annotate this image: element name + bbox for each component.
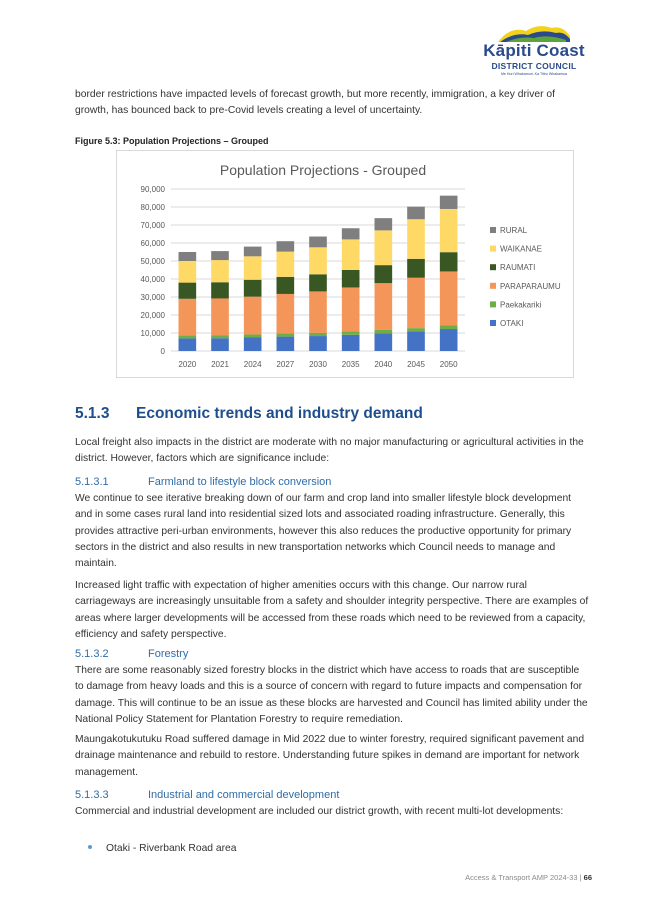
farmland-paragraph-1: We continue to see iterative breaking down of our farm and crop land into smaller lifestyle block development and in some cases rural land into residential sized lots and associated roading infrastructure. Generally, this provides attractive peri-urban environments, however this also reduces the productive opportunity for primary sectors in the district and also results in new transportation networks which Council needs to manage and maintain.: [75, 493, 572, 570]
forestry-paragraph-2: Maungakotukutuku Road suffered damage in Mid 2022 due to winter forestry, required significant pavement and drainage maintenance and rebuild to restore. Understanding future spikes in demand are important for network management.: [75, 734, 585, 778]
y-tick-label: 80,000: [140, 203, 165, 212]
legend-label: PARAPARAUMU: [500, 281, 561, 291]
bar-segment-waikanae: [309, 247, 327, 274]
footer-doc-title: Access & Transport AMP 2024-33: [465, 873, 578, 882]
bar-segment-otaki: [375, 333, 393, 351]
bar-segment-waikanae: [342, 239, 360, 270]
bar-segment-waikanae: [440, 209, 458, 252]
logo-hills-icon: [496, 22, 572, 42]
bar-segment-paekakariki: [375, 330, 393, 333]
bar-segment-raumati: [211, 282, 229, 298]
subsection-number: 5.1.3.3: [75, 789, 109, 801]
bar-segment-rural: [277, 241, 295, 251]
bar-segment-paraparaumu: [309, 291, 327, 332]
bar-segment-raumati: [277, 277, 295, 294]
y-tick-label: 30,000: [140, 293, 165, 302]
section-number: 5.1.3: [75, 405, 110, 422]
bar-segment-rural: [407, 207, 425, 220]
bar-segment-otaki: [211, 338, 229, 351]
x-tick-label: 2024: [243, 360, 262, 369]
x-tick-label: 2021: [211, 360, 229, 369]
y-tick-label: 90,000: [140, 185, 165, 194]
bar-segment-paekakariki: [211, 335, 229, 338]
legend-label: Paekakariki: [500, 300, 542, 310]
bar-segment-otaki: [244, 338, 262, 352]
bar-segment-rural: [375, 218, 393, 230]
chart-legend: [490, 226, 561, 328]
bar-segment-rural: [244, 247, 262, 257]
bar-segment-otaki: [309, 336, 327, 351]
subsection-heading-industrial: [75, 789, 339, 801]
x-tick-label: 2045: [407, 360, 425, 369]
industrial-paragraph: Commercial and industrial development are included our district growth, with recent multi-lot developments:: [75, 806, 564, 817]
bar-segment-paekakariki: [244, 334, 262, 337]
bar-segment-raumati: [375, 265, 393, 283]
x-tick-label: 2040: [374, 360, 393, 369]
footer-separator: |: [579, 873, 582, 882]
legend-label: OTAKI: [500, 319, 524, 328]
bar-segment-paraparaumu: [244, 297, 262, 335]
forestry-paragraph-1: There are some reasonably sized forestry blocks in the district which have access to roads that are susceptible to damage from heavy loads and this is a source of concern with regard to future impacts and compensation for damage. This will continue to be an issue as these blocks are harvested and Council has limited ability under the National Policy Statement for Plantation Forestry to require remediation.: [75, 665, 588, 725]
subsection-heading-forestry: [75, 648, 188, 660]
y-tick-label: 70,000: [140, 221, 165, 230]
bar-segment-waikanae: [407, 219, 425, 259]
bar-segment-otaki: [342, 335, 360, 351]
bar-segment-paraparaumu: [211, 298, 229, 335]
bar-segment-waikanae: [277, 252, 295, 277]
y-tick-label: 40,000: [140, 275, 165, 284]
bar-segment-paraparaumu: [440, 271, 458, 325]
page-footer: [465, 873, 592, 882]
bar-segment-otaki: [407, 332, 425, 351]
legend-swatch: [490, 264, 496, 270]
x-tick-label: 2027: [276, 360, 295, 369]
bar-segment-paekakariki: [277, 334, 295, 337]
bar-segment-waikanae: [244, 256, 262, 279]
bar-segment-rural: [440, 196, 458, 209]
bar-segment-raumati: [407, 259, 425, 278]
y-tick-label: 60,000: [140, 239, 165, 248]
bar-segment-rural: [342, 228, 360, 239]
list-item: [88, 843, 237, 854]
population-chart: [116, 150, 574, 378]
y-tick-label: 0: [160, 347, 165, 356]
logo-subtitle: DISTRICT COUNCIL: [491, 61, 577, 71]
logo-name: Kāpiti Coast: [483, 41, 585, 60]
x-tick-label: 2030: [309, 360, 327, 369]
section-title: Economic trends and industry demand: [136, 405, 423, 422]
subsection-heading-farmland: [75, 476, 331, 488]
subsection-title: Forestry: [148, 648, 189, 660]
y-tick-label: 50,000: [140, 257, 165, 266]
bar-segment-rural: [179, 252, 197, 261]
bar-segment-paekakariki: [179, 335, 197, 338]
page-number: 66: [583, 873, 592, 882]
list-item-text: Otaki - Riverbank Road area: [106, 843, 237, 854]
section-heading: [75, 405, 423, 423]
bar-segment-rural: [211, 251, 229, 260]
y-axis-ticks: [141, 185, 166, 356]
legend-label: RURAL: [500, 226, 528, 235]
x-axis-ticks: [178, 360, 458, 369]
bar-segment-paraparaumu: [375, 283, 393, 330]
bar-segment-raumati: [179, 283, 197, 299]
bar-series: [179, 196, 458, 351]
figure-caption: Figure 5.3: Population Projections – Grouped: [75, 136, 269, 146]
bar-segment-otaki: [179, 338, 197, 351]
subsection-title: Farmland to lifestyle block conversion: [148, 476, 332, 488]
bar-segment-otaki: [440, 329, 458, 351]
legend-swatch: [490, 320, 496, 326]
legend-swatch: [490, 246, 496, 252]
y-tick-label: 10,000: [140, 329, 165, 338]
bullet-icon: [88, 845, 92, 849]
x-tick-label: 2035: [341, 360, 360, 369]
bar-segment-paraparaumu: [342, 287, 360, 331]
bar-segment-otaki: [277, 337, 295, 351]
subsection-number: 5.1.3.1: [75, 476, 109, 488]
bar-segment-paekakariki: [407, 328, 425, 331]
bar-segment-paraparaumu: [407, 278, 425, 328]
subsection-number: 5.1.3.2: [75, 648, 109, 660]
bar-segment-paekakariki: [309, 333, 327, 336]
y-tick-label: 20,000: [140, 311, 165, 320]
x-tick-label: 2020: [178, 360, 197, 369]
legend-label: WAIKANAE: [500, 244, 542, 254]
bar-segment-raumati: [244, 280, 262, 297]
bar-segment-waikanae: [375, 230, 393, 265]
bar-segment-raumati: [342, 270, 360, 287]
logo-tagline: Me Huri Whakamuri, Ka Titiro Whakamua: [500, 72, 568, 76]
bar-segment-waikanae: [211, 260, 229, 282]
farmland-paragraph-2: Increased light traffic with expectation of higher amenities occurs with this change. Our narrow rural carriageways are increasingly unsuitable from a safety and shoulder integrity perspective. There are examples of areas where larger developments will be accessed from these roads which need to be reviewed from a capacity, efficiency and safety perspective.: [75, 580, 589, 640]
bar-segment-paraparaumu: [179, 299, 197, 336]
subsection-title: Industrial and commercial development: [148, 789, 340, 801]
bar-segment-paekakariki: [342, 332, 360, 335]
bar-segment-paraparaumu: [277, 294, 295, 334]
legend-swatch: [490, 227, 496, 233]
intro-paragraph: border restrictions have impacted levels of forecast growth, but more recently, immigration, a key driver of growth, has bounced back to pre-Covid levels creating a level of uncertainty.: [75, 89, 555, 117]
bar-segment-raumati: [440, 252, 458, 271]
bar-segment-waikanae: [179, 261, 197, 283]
x-tick-label: 2050: [439, 360, 458, 369]
chart-title: Population Projections - Grouped: [219, 162, 427, 178]
legend-swatch: [490, 283, 496, 289]
legend-label: RAUMATI: [500, 263, 536, 273]
legend-swatch: [490, 301, 496, 307]
section-paragraph: Local freight also impacts in the district are moderate with no major manufacturing or agricultural activities in the district. However, factors which are significance include:: [75, 437, 584, 465]
chart-canvas: [117, 151, 573, 377]
bar-segment-rural: [309, 237, 327, 248]
bar-segment-paekakariki: [440, 325, 458, 329]
council-logo: [474, 22, 594, 82]
bar-segment-raumati: [309, 274, 327, 291]
